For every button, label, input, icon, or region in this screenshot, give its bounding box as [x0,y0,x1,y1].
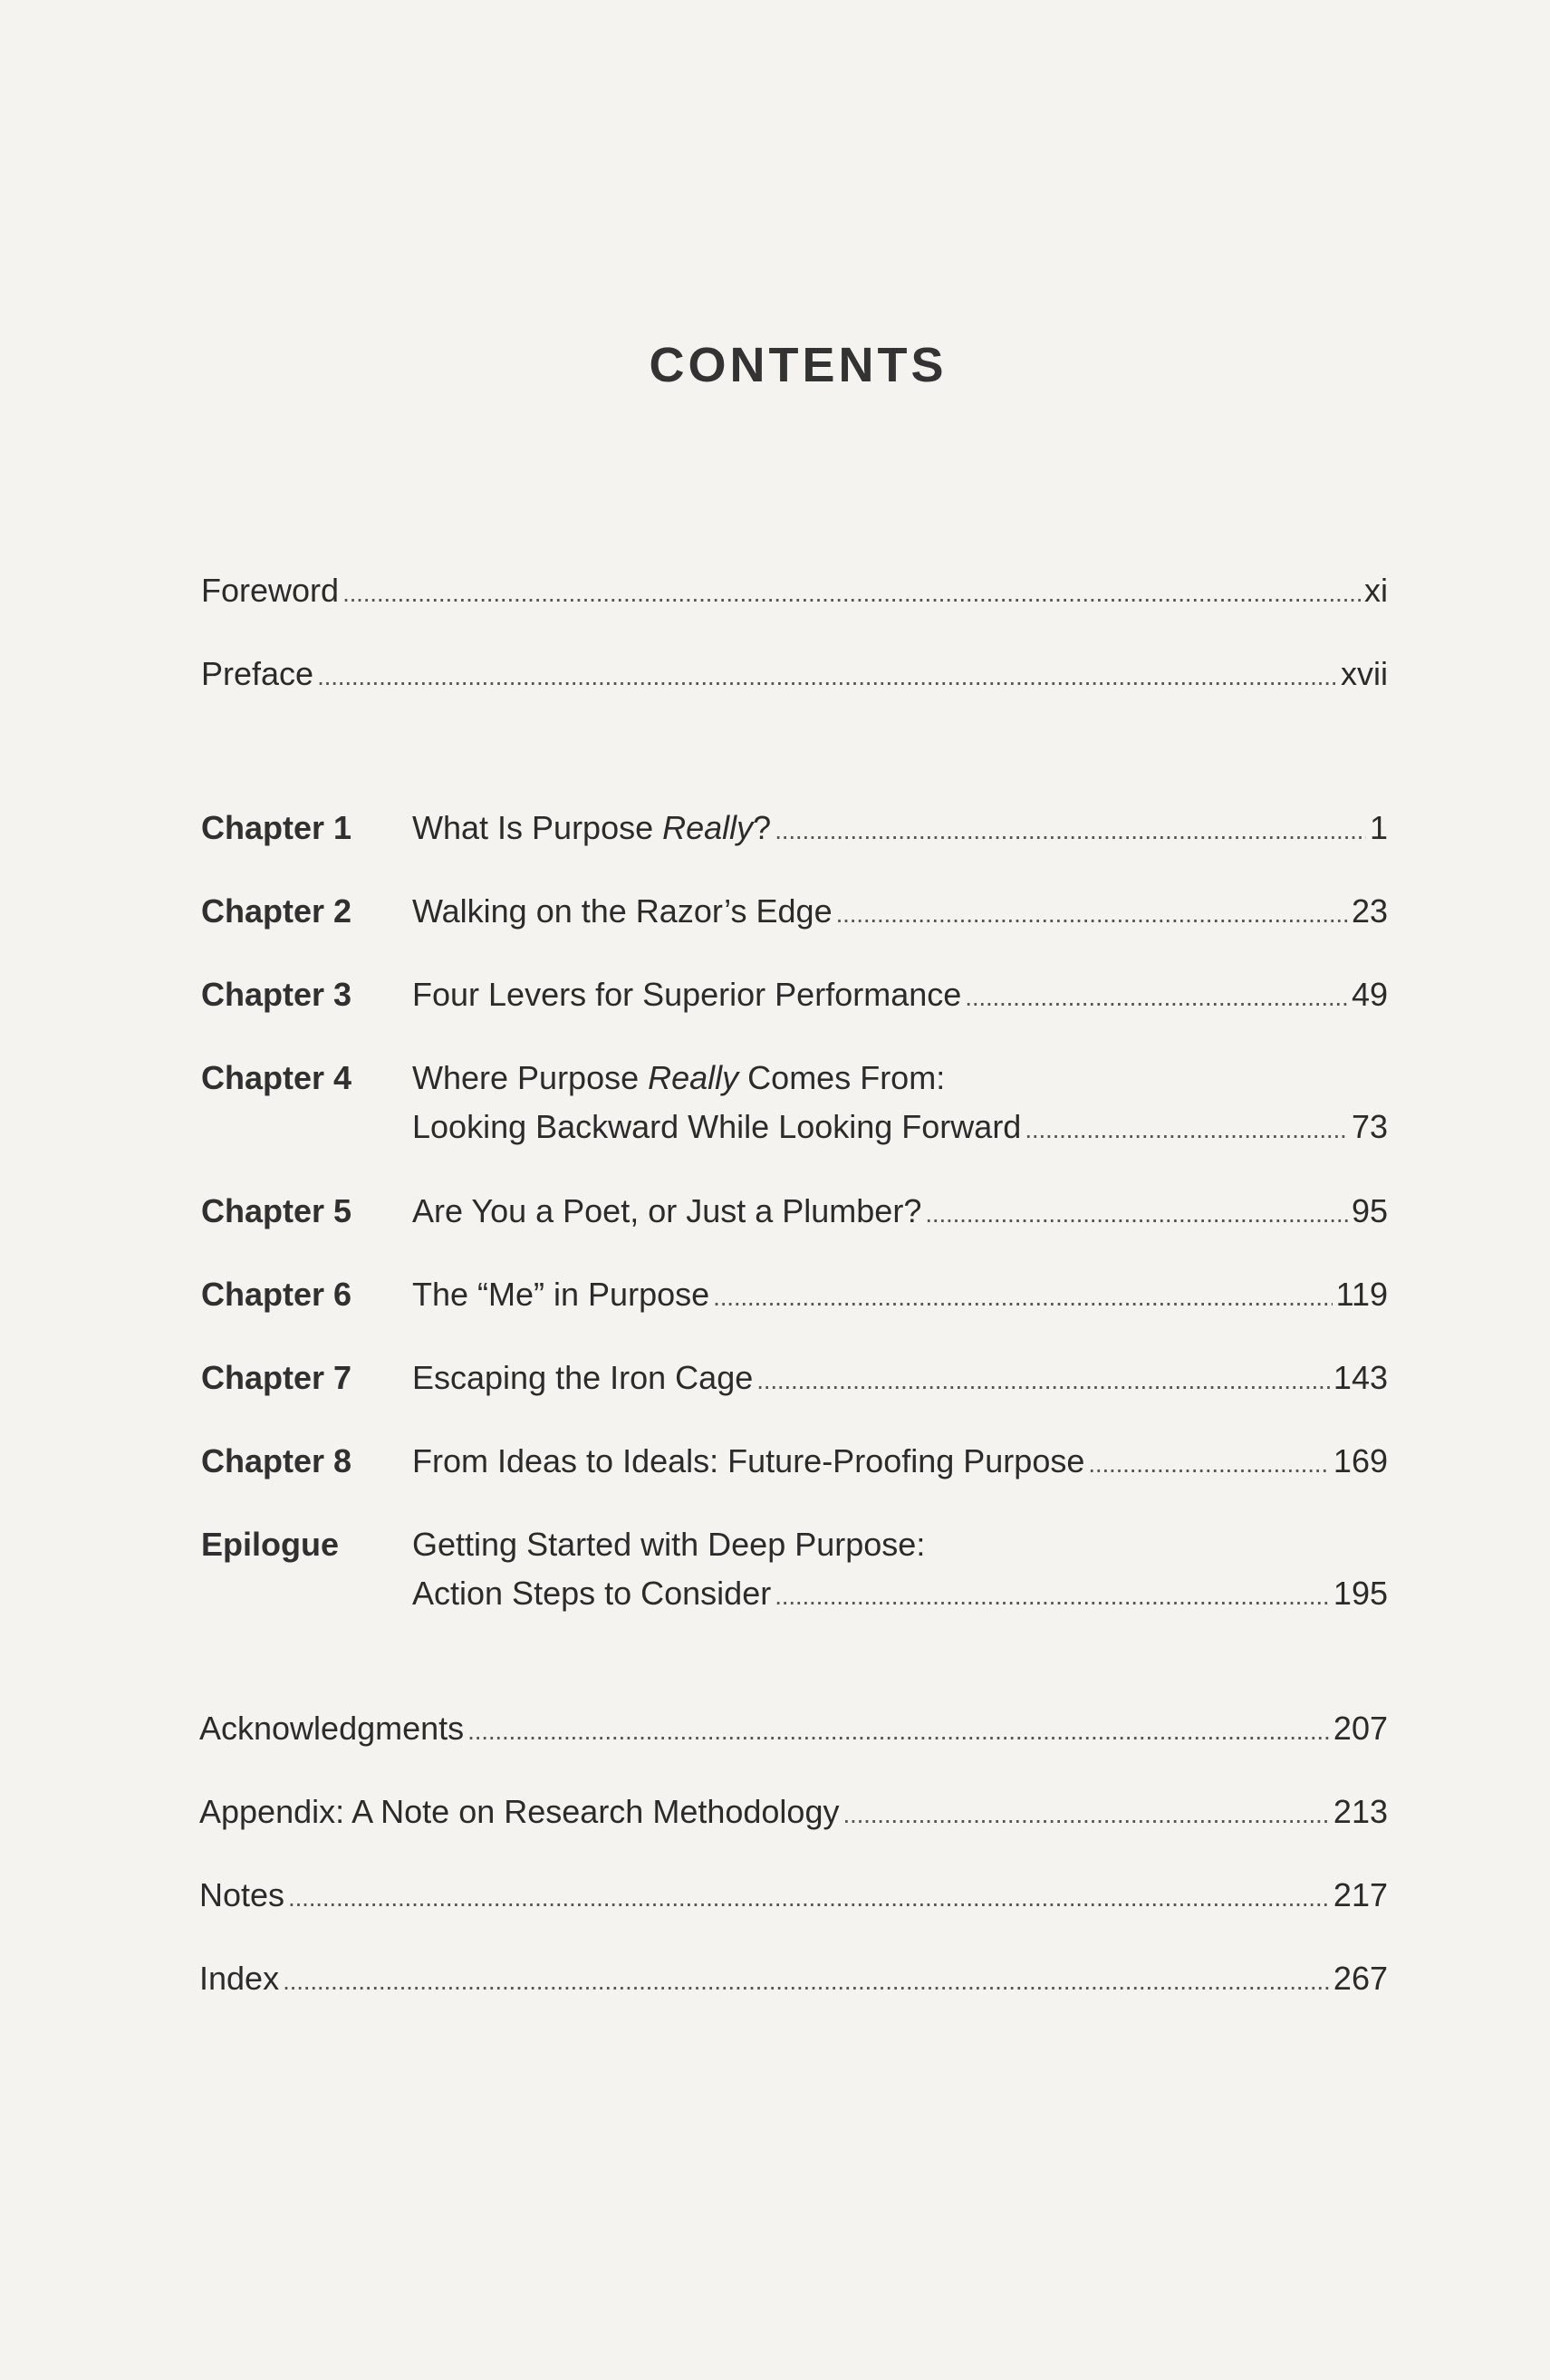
dot-leader [756,1354,1330,1405]
chapter-label: Chapter 4 [201,1059,352,1096]
dot-leader [317,656,1337,695]
entry-label: Index [199,1960,280,1997]
chapter-label: Chapter 1 [201,809,352,846]
dot-leader [1025,1103,1348,1154]
chapter-title: From Ideas to Ideals: Future-Proofing Purpose [412,1442,1085,1479]
chapter-page: 119 [1335,1276,1388,1313]
toc-entry-acknowledgments[interactable] [199,1710,1388,1749]
entry-page: 207 [1333,1710,1388,1747]
dot-leader [925,1187,1348,1238]
toc-entry-index[interactable] [199,1961,1388,1999]
chapter-page: 49 [1351,976,1388,1013]
chapter-title-line-1: Getting Started with Deep Purpose: [412,1526,926,1563]
chapter-title-line-2: Looking Backward While Looking Forward [412,1108,1022,1145]
chapter-title: Escaping the Iron Cage [412,1359,754,1396]
chapter-label: Chapter 3 [201,976,352,1013]
dot-leader [713,1270,1332,1322]
chapter-title-line-2: Action Steps to Consider [412,1575,772,1612]
dot-leader [965,970,1348,1022]
dot-leader [342,573,1361,612]
entry-page: 217 [1333,1876,1388,1913]
chapter-title: The “Me” in Purpose [412,1276,710,1313]
entry-label: Foreword [201,572,340,609]
chapter-label: Chapter 8 [201,1442,352,1479]
toc-entry-appendix[interactable] [199,1794,1388,1833]
chapter-title: Four Levers for Superior Performance [412,976,962,1013]
chapter-label: Chapter 5 [201,1192,352,1229]
entry-page: xvii [1341,655,1388,692]
dot-leader [288,1877,1330,1916]
chapter-label: Epilogue [201,1526,339,1563]
chapter-title: What Is Purpose Really? [412,809,772,846]
entry-page: xi [1364,572,1388,609]
dot-leader [842,1794,1329,1833]
chapter-page: 1 [1369,809,1388,846]
chapter-label: Chapter 7 [201,1359,352,1396]
toc-entry-preface[interactable] [201,656,1388,695]
dot-leader [836,887,1348,939]
chapter-label: Chapter 2 [201,892,352,930]
chapter-title: Are You a Poet, or Just a Plumber? [412,1192,922,1229]
chapter-title-line-1: Where Purpose Really Comes From: [412,1059,946,1096]
chapter-label: Chapter 6 [201,1276,352,1313]
entry-label: Appendix: A Note on Research Methodology [199,1793,840,1830]
dot-leader [1088,1437,1330,1489]
chapter-page: 23 [1351,892,1388,930]
page-title: CONTENTS [649,338,948,392]
chapter-page: 95 [1351,1192,1388,1229]
dot-leader [467,1710,1330,1749]
dot-leader [775,804,1366,855]
chapter-page: 195 [1333,1575,1388,1612]
dot-leader [283,1961,1330,1999]
toc-entry-foreword[interactable] [201,573,1388,612]
chapter-title: Walking on the Razor’s Edge [412,892,833,930]
entry-label: Preface [201,655,314,692]
chapter-page: 169 [1333,1442,1388,1479]
entry-label: Notes [199,1876,285,1913]
entry-label: Acknowledgments [199,1710,465,1747]
chapter-page: 143 [1333,1359,1388,1396]
dot-leader [775,1569,1330,1621]
toc-entry-notes[interactable] [199,1877,1388,1916]
entry-page: 213 [1333,1793,1388,1830]
chapter-page: 73 [1351,1108,1388,1145]
entry-page: 267 [1333,1960,1388,1997]
